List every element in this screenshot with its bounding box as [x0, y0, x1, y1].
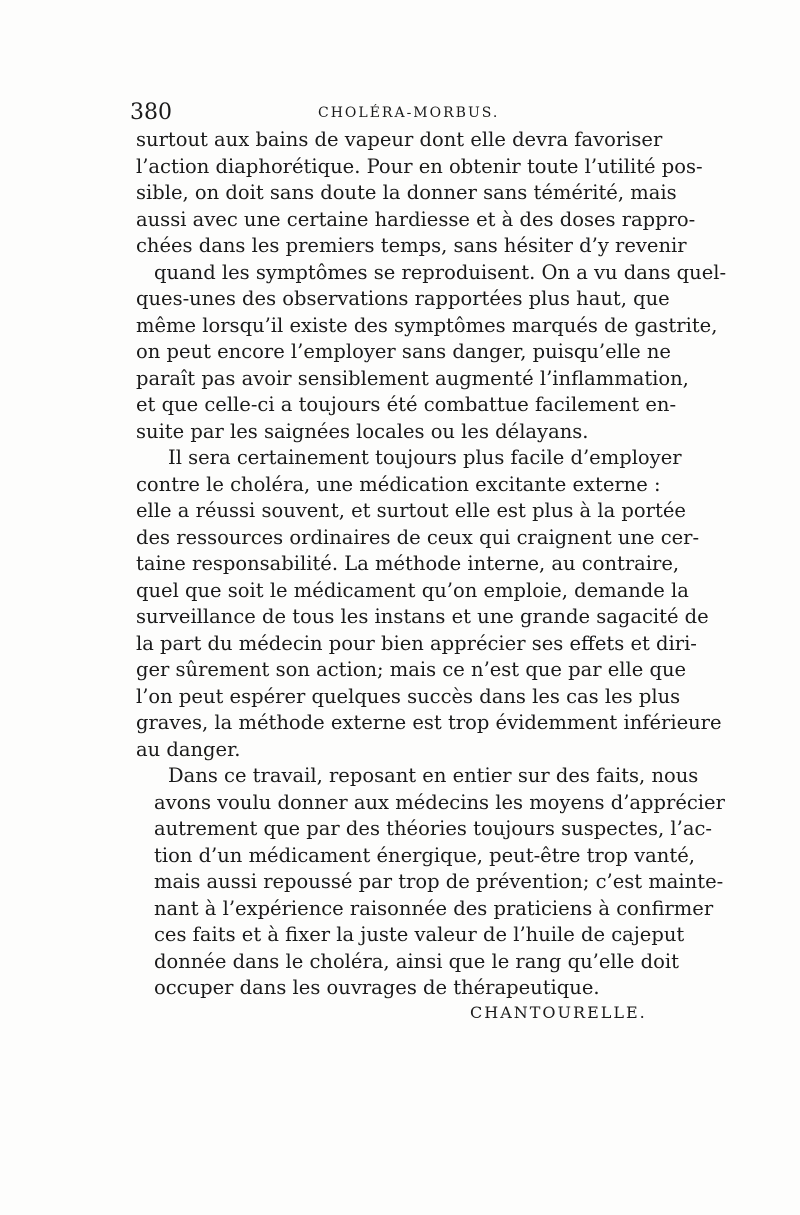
text-line: quand les symptômes se reproduisent. On a vu dans quel-	[154, 260, 727, 284]
text-line: surtout aux bains de vapeur dont elle devra favoriser	[136, 128, 663, 151]
author-signature: CHANTOURELLE.	[470, 1003, 647, 1022]
text-line: occuper dans les ouvrages de thérapeutique.	[154, 976, 600, 999]
text-line: autrement que par des théories toujours suspectes, l’ac-	[154, 817, 712, 840]
text-line: avons voulu donner aux médecins les moyens d’apprécier	[154, 790, 725, 814]
text-line: Il sera certainement toujours plus facile d’employer	[168, 446, 682, 469]
text-line: la part du médecin pour bien apprécier ses effets et diri-	[136, 631, 697, 655]
text-line: Dans ce travail, reposant en entier sur des faits, nous	[168, 764, 699, 787]
text-line: contre le choléra, une médication excitante externe :	[136, 472, 661, 496]
text-line: ger sûrement son action; mais ce n’est que par elle que	[136, 658, 687, 681]
text-line: même lorsqu’il existe des symptômes marqués de gastrite,	[136, 313, 718, 337]
text-line: donnée dans le choléra, ainsi que le rang qu’elle doit	[154, 949, 679, 973]
text-line: des ressources ordinaires de ceux qui craignent une cer-	[136, 525, 700, 549]
text-line: nant à l’expérience raisonnée des praticiens à confirmer	[154, 896, 714, 920]
text-line: sible, on doit sans doute la donner sans témérité, mais	[136, 181, 677, 204]
text-line: elle a réussi souvent, et surtout elle est plus à la portée	[136, 499, 686, 522]
text-line: et que celle-ci a toujours été combattue facilement en-	[136, 393, 677, 416]
text-line: quel que soit le médicament qu’on emploie, demande la	[136, 578, 689, 602]
text-line: graves, la méthode externe est trop évidemment inférieure	[136, 711, 722, 734]
text-line: surveillance de tous les instans et une grande sagacité de	[136, 605, 709, 628]
page-number: 380	[130, 100, 172, 125]
text-line: paraît pas avoir sensiblement augmenté l’inflammation,	[136, 366, 689, 390]
text-line: mais aussi repoussé par trop de prévention; c’est mainte-	[154, 870, 724, 893]
text-line: l’on peut espérer quelques succès dans les cas les plus	[136, 684, 681, 708]
text-line: on peut encore l’employer sans danger, puisqu’elle ne	[136, 340, 671, 363]
text-line: ques-unes des observations rapportées plus haut, que	[136, 287, 670, 310]
text-line: l’action diaphorétique. Pour en obtenir toute l’utilité pos-	[136, 154, 703, 178]
running-title: CHOLÉRA-MORBUS.	[318, 105, 500, 121]
text-line: taine responsabilité. La méthode interne, au contraire,	[136, 552, 680, 575]
text-line: ces faits et à fixer la juste valeur de l’huile de cajeput	[154, 923, 685, 946]
body-text	[136, 127, 727, 1002]
text-line: aussi avec une certaine hardiesse et à des doses rappro-	[136, 207, 696, 231]
page-header	[130, 100, 670, 130]
text-line: au danger.	[136, 737, 241, 761]
text-line: chées dans les premiers temps, sans hésiter d’y revenir	[136, 234, 687, 257]
text-line: suite par les saignées locales ou les délayans.	[136, 419, 589, 443]
text-line: tion d’un médicament énergique, peut-être trop vanté,	[154, 843, 695, 867]
